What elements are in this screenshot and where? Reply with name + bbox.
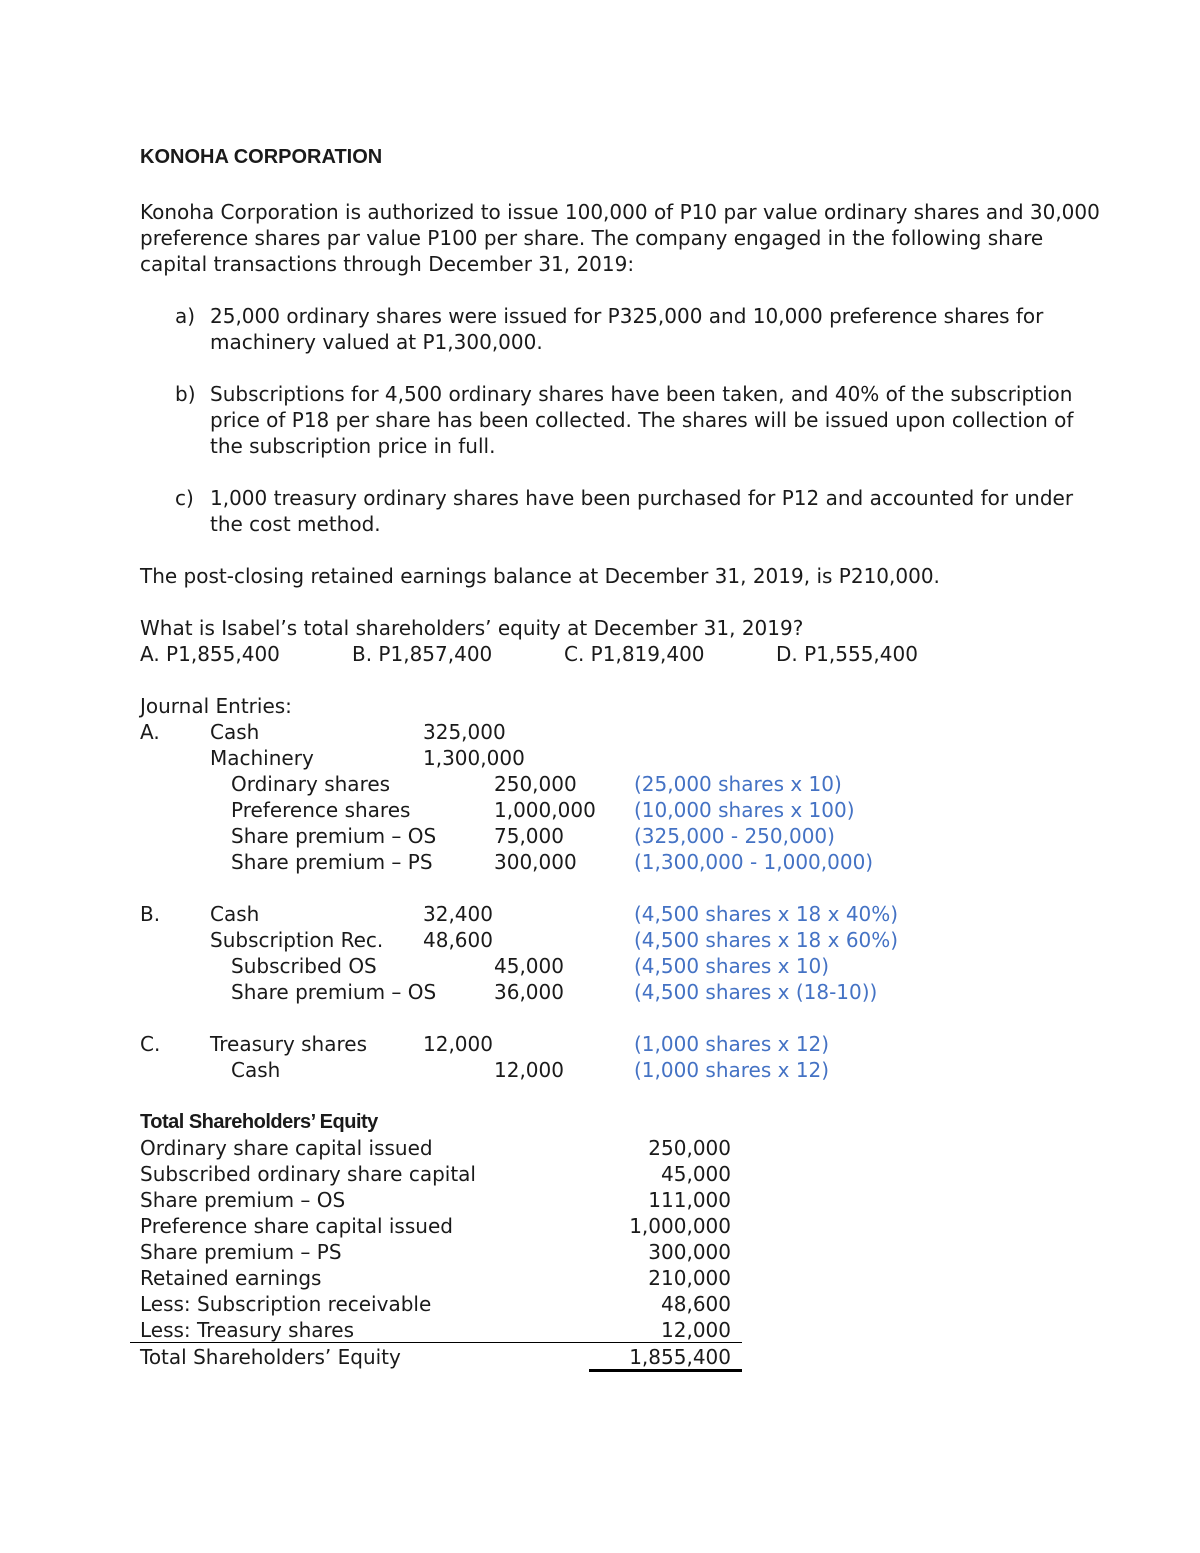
debit-amount: 32,400 [423,902,493,926]
question-text: What is Isabel’s total shareholders’ equity at December 31, 2019? [140,616,804,640]
computation-note: (1,000 shares x 12) [634,1032,830,1056]
credit-amount: 1,000,000 [494,798,596,822]
retained-earnings-note: The post-closing retained earnings balance at December 31, 2019, is P210,000. [140,564,940,588]
credit-amount: 36,000 [494,980,564,1004]
computation-note: (1,300,000 - 1,000,000) [634,850,874,874]
equity-label: Share premium – PS [140,1240,342,1264]
intro-line: preference shares par value P100 per share. The company engaged in the following share [140,226,1044,250]
computation-note: (325,000 - 250,000) [634,824,835,848]
equity-amount: 111,000 [648,1188,731,1212]
account-name: Subscription Rec. [210,928,384,952]
intro-line: capital transactions through December 31, 2019: [140,252,635,276]
account-name: Ordinary shares [231,772,391,796]
account-name: Machinery [210,746,314,770]
equity-amount: 210,000 [648,1266,731,1290]
item-line: Subscriptions for 4,500 ordinary shares have been taken, and 40% of the subscription [210,382,1073,406]
equity-amount: 45,000 [661,1162,731,1186]
credit-amount: 300,000 [494,850,577,874]
account-name: Cash [231,1058,281,1082]
item-marker: a) [175,304,196,328]
item-line: the cost method. [210,512,381,536]
computation-note: (4,500 shares x 10) [634,954,830,978]
computation-note: (4,500 shares x (18-10)) [634,980,878,1004]
entry-label: B. [140,902,161,926]
debit-amount: 1,300,000 [423,746,525,770]
document-title: KONOHA CORPORATION [140,146,383,168]
equity-label: Ordinary share capital issued [140,1136,433,1160]
double-underline [589,1369,742,1372]
equity-amount: 12,000 [661,1318,731,1342]
equity-heading: Total Shareholders’ Equity [140,1111,378,1133]
computation-note: (4,500 shares x 18 x 40%) [634,902,899,926]
equity-label: Preference share capital issued [140,1214,453,1238]
choice-b: B. P1,857,400 [352,642,493,666]
account-name: Preference shares [231,798,411,822]
account-name: Share premium – OS [231,980,437,1004]
choice-a: A. P1,855,400 [140,642,280,666]
equity-label: Retained earnings [140,1266,322,1290]
account-name: Subscribed OS [231,954,377,978]
item-line: 25,000 ordinary shares were issued for P325,000 and 10,000 preference shares for [210,304,1044,328]
credit-amount: 45,000 [494,954,564,978]
equity-amount: 250,000 [648,1136,731,1160]
total-rule [130,1342,742,1343]
credit-amount: 250,000 [494,772,577,796]
choice-d: D. P1,555,400 [776,642,918,666]
account-name: Cash [210,902,260,926]
computation-note: (1,000 shares x 12) [634,1058,830,1082]
intro-line: Konoha Corporation is authorized to issue 100,000 of P10 par value ordinary shares and 30,000 [140,200,1100,224]
debit-amount: 48,600 [423,928,493,952]
equity-label: Less: Treasury shares [140,1318,355,1342]
account-name: Share premium – OS [231,824,437,848]
item-line: machinery valued at P1,300,000. [210,330,543,354]
debit-amount: 12,000 [423,1032,493,1056]
account-name: Treasury shares [210,1032,367,1056]
computation-note: (10,000 shares x 100) [634,798,855,822]
equity-label: Less: Subscription receivable [140,1292,432,1316]
account-name: Share premium – PS [231,850,433,874]
entry-label: A. [140,720,160,744]
entry-label: C. [140,1032,161,1056]
equity-label: Subscribed ordinary share capital [140,1162,476,1186]
equity-label: Share premium – OS [140,1188,346,1212]
journal-heading: Journal Entries: [140,694,292,718]
equity-total-label: Total Shareholders’ Equity [140,1345,401,1369]
credit-amount: 12,000 [494,1058,564,1082]
account-name: Cash [210,720,260,744]
equity-amount: 300,000 [648,1240,731,1264]
item-marker: b) [175,382,196,406]
item-line: 1,000 treasury ordinary shares have been purchased for P12 and accounted for under [210,486,1074,510]
item-line: price of P18 per share has been collected. The shares will be issued upon collection of [210,408,1074,432]
item-marker: c) [175,486,194,510]
choice-c: C. P1,819,400 [564,642,705,666]
debit-amount: 325,000 [423,720,506,744]
computation-note: (25,000 shares x 10) [634,772,842,796]
equity-amount: 48,600 [661,1292,731,1316]
equity-amount: 1,000,000 [629,1214,731,1238]
item-line: the subscription price in full. [210,434,496,458]
equity-total-amount: 1,855,400 [629,1345,731,1369]
credit-amount: 75,000 [494,824,564,848]
computation-note: (4,500 shares x 18 x 60%) [634,928,899,952]
